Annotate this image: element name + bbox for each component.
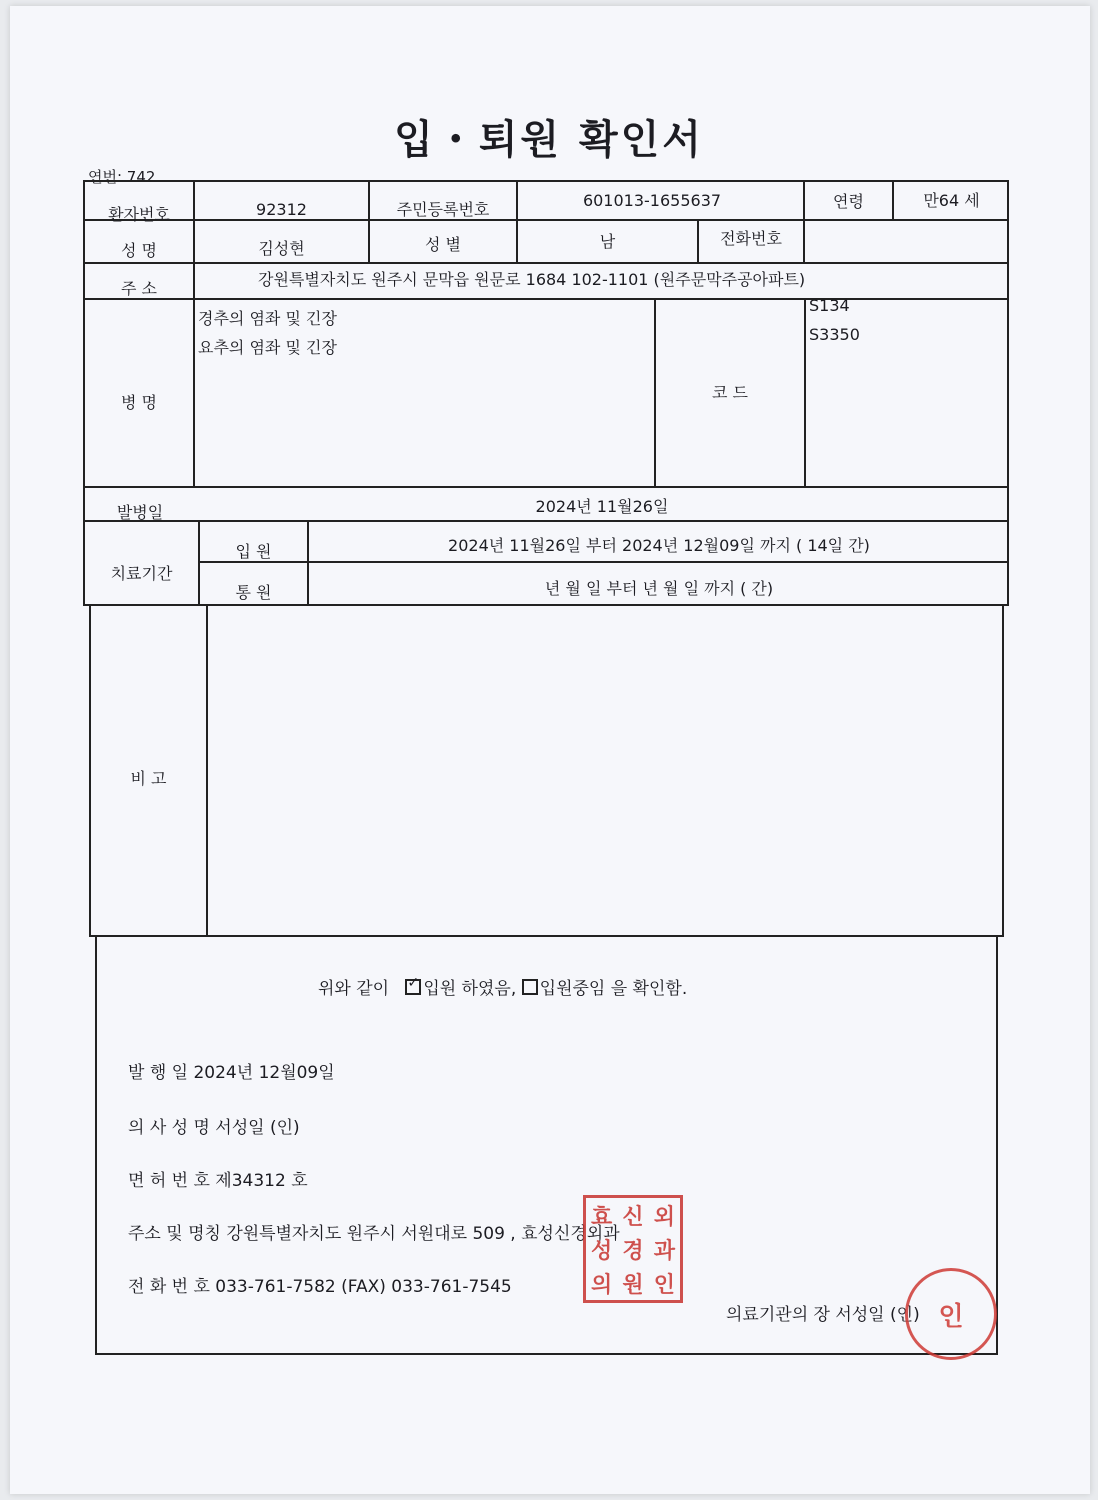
- issue-date: 발 행 일 2024년 12월09일: [128, 1063, 335, 1083]
- hospitalized-checkbox[interactable]: [522, 979, 538, 995]
- director-seal: 인: [905, 1268, 997, 1360]
- remarks-label: 비 고: [130, 769, 167, 788]
- patient-no-label: 환자번호: [108, 205, 170, 224]
- institution-head: 의료기관의 장 서성일 (인): [726, 1305, 920, 1325]
- patient-no-value: 92312: [256, 200, 307, 219]
- hospitalized-option-label: 입원중임 을 확인함.: [539, 979, 688, 999]
- diagnosis-1: 경추의 염좌 및 긴장: [198, 309, 337, 328]
- outpatient-period: 년 월 일 부터 년 월 일 까지 ( 간): [544, 579, 774, 598]
- code-1: S134: [809, 296, 850, 315]
- inpatient-label: 입 원: [235, 542, 272, 561]
- period-label: 치료기간: [110, 564, 173, 583]
- diagnosis-2: 요추의 염좌 및 긴장: [198, 338, 337, 357]
- document-title: 입・퇴원 확인서: [394, 117, 704, 163]
- name-value: 김성현: [258, 239, 305, 258]
- disease-label: 병 명: [121, 393, 157, 412]
- hospital-phone: 전 화 번 호 033-761-7582 (FAX) 033-761-7545: [128, 1277, 512, 1297]
- license-number: 면 허 번 호 제34312 호: [128, 1171, 308, 1191]
- address-label: 주 소: [121, 279, 157, 298]
- age-label: 연령: [833, 192, 864, 211]
- serial-number: 연번: 742: [88, 168, 156, 186]
- code-label: 코 드: [712, 383, 748, 402]
- inpatient-period: 2024년 11월26일 부터 2024년 12월09일 까지 ( 14일 간): [448, 536, 870, 555]
- admitted-option-label: 입원 하였음,: [423, 979, 517, 999]
- doctor-name: 의 사 성 명 서성일 (인): [128, 1118, 300, 1138]
- remarks-box: [89, 604, 1004, 937]
- sex-label: 성 별: [425, 235, 461, 254]
- address-value: 강원특별자치도 원주시 문막읍 원문로 1684 102-1101 (원주문막주공아파트): [258, 270, 806, 289]
- hospital-address: 주소 및 명칭 강원특별자치도 원주시 서원대로 509 , 효성신경외과: [128, 1224, 620, 1244]
- confirmation-statement: [318, 974, 687, 999]
- name-label: 성 명: [121, 241, 157, 260]
- outpatient-label: 통 원: [235, 583, 272, 602]
- sex-value: 남: [599, 232, 616, 251]
- hospital-seal: 효 신 외 성 경 과 의 원 인: [583, 1195, 683, 1303]
- phone-label: 전화번호: [720, 229, 782, 248]
- code-2: S3350: [809, 325, 860, 344]
- admitted-checkbox[interactable]: [405, 979, 421, 995]
- onset-value: 2024년 11월26일: [535, 497, 669, 516]
- resident-no-label: 주민등록번호: [396, 200, 490, 219]
- age-value: 만64 세: [923, 191, 980, 210]
- onset-label: 발병일: [116, 503, 164, 522]
- resident-no-value: 601013-1655637: [582, 191, 722, 210]
- statement-prefix: 위와 같이: [318, 979, 390, 999]
